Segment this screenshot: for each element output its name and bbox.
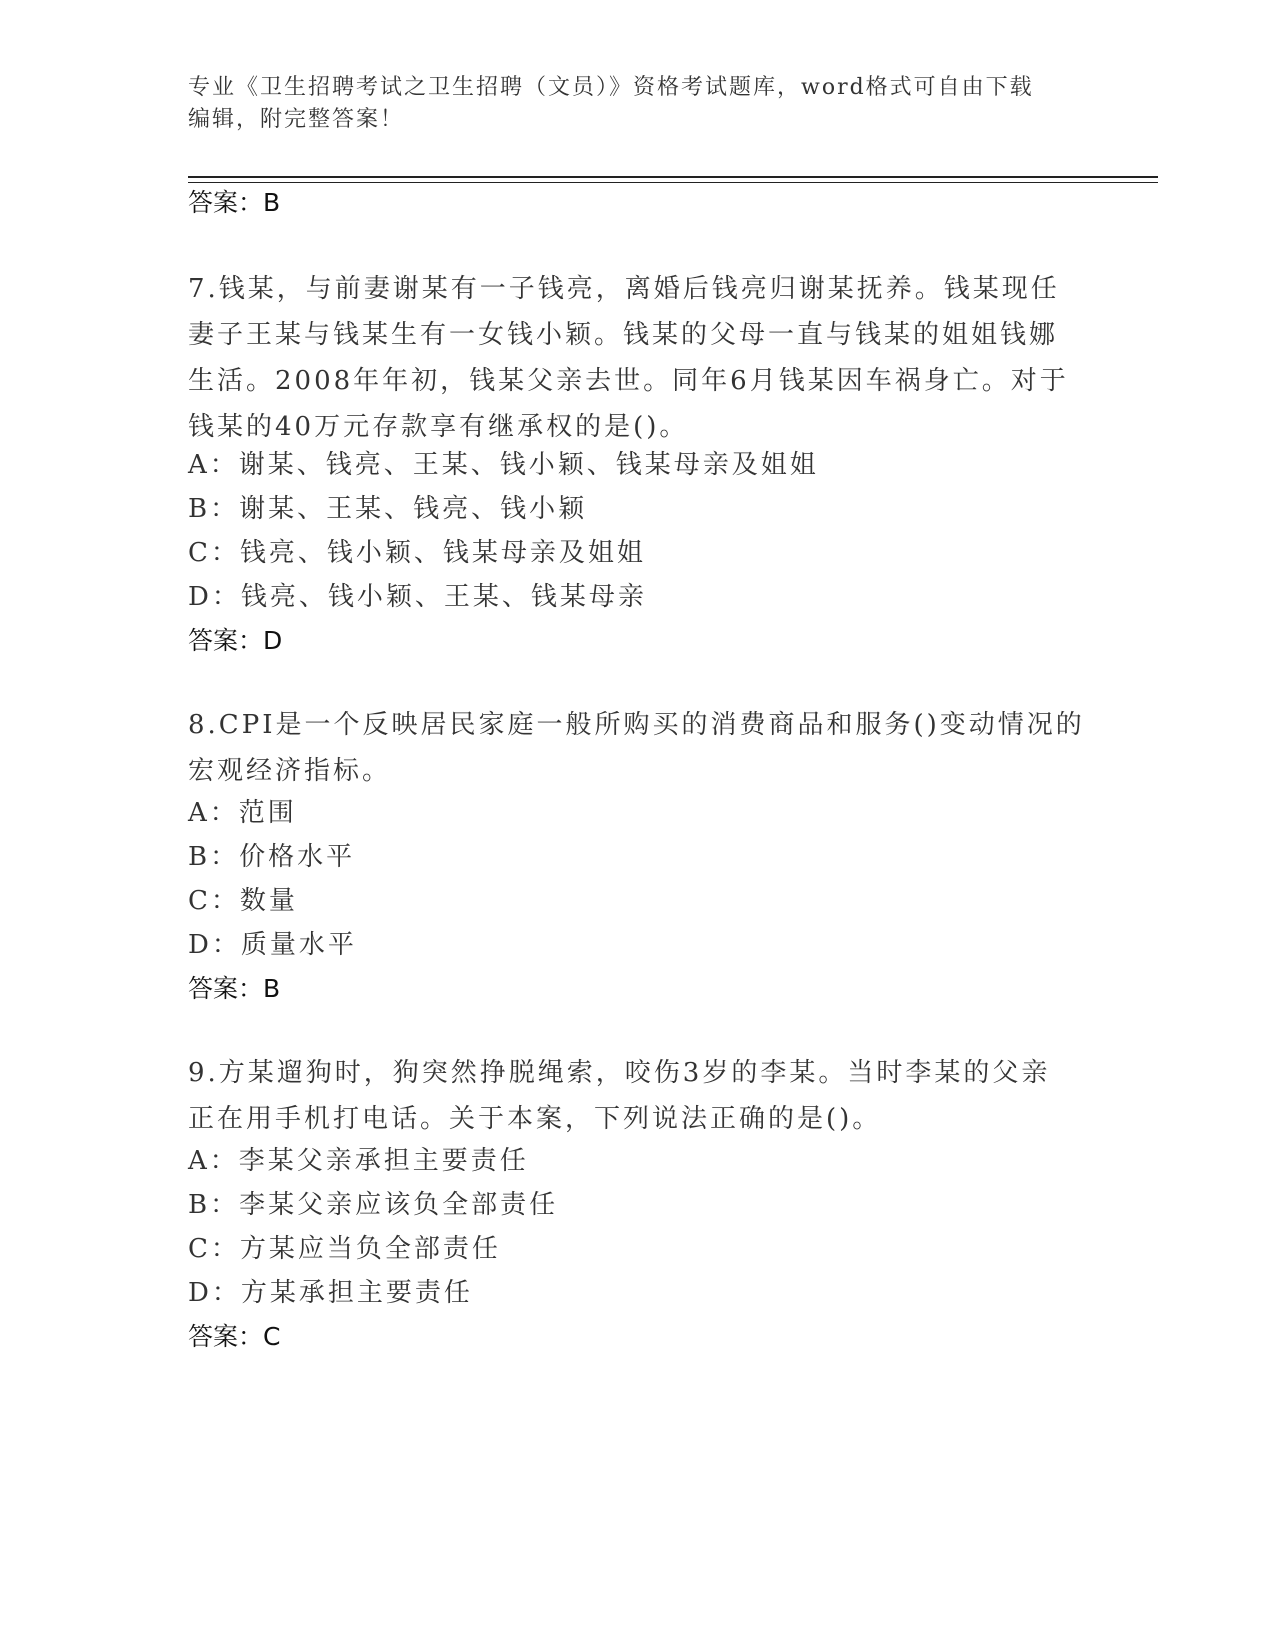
- question-line: 7.钱某，与前妻谢某有一子钱亮，离婚后钱亮归谢某抚养。钱某现任: [188, 274, 1060, 304]
- question-8-answer: 答案：B: [188, 974, 281, 1003]
- question-9-option-d: D：方某承担主要责任: [188, 1278, 473, 1308]
- header-line-1: 专业《卫生招聘考试之卫生招聘（文员）》资格考试题库，word格式可自由下载: [188, 75, 1034, 100]
- question-line: 9.方某遛狗时，狗突然挣脱绳索，咬伤3岁的李某。当时李某的父亲: [188, 1058, 1051, 1088]
- question-9-option-c: C：方某应当负全部责任: [188, 1234, 501, 1264]
- question-7-option-b: B：谢某、王某、钱亮、钱小颖: [188, 494, 588, 524]
- question-7-option-d: D：钱亮、钱小颖、王某、钱某母亲: [188, 582, 647, 612]
- question-9-option-b: B：李某父亲应该负全部责任: [188, 1190, 559, 1220]
- question-line: 钱某的40万元存款享有继承权的是()。: [188, 412, 689, 442]
- question-line: 宏观经济指标。: [188, 756, 392, 786]
- question-7-option-c: C：钱亮、钱小颖、钱某母亲及姐姐: [188, 538, 646, 568]
- question-line: 8.CPI是一个反映居民家庭一般所购买的消费商品和服务()变动情况的: [188, 710, 1085, 740]
- header-divider-thin: [188, 182, 1158, 183]
- question-line: 生活。2008年年初，钱某父亲去世。同年6月钱某因车祸身亡。对于: [188, 366, 1069, 396]
- question-9-answer: 答案：C: [188, 1322, 281, 1351]
- question-9-option-a: A：李某父亲承担主要责任: [188, 1146, 529, 1176]
- question-line: 妻子王某与钱某生有一女钱小颖。钱某的父母一直与钱某的姐姐钱娜: [188, 320, 1059, 350]
- previous-answer: 答案：B: [188, 188, 281, 217]
- question-8-option-c: C：数量: [188, 886, 298, 916]
- header-divider-thick: [188, 176, 1158, 178]
- question-7-answer: 答案：D: [188, 626, 283, 655]
- document-header: [188, 72, 1088, 136]
- question-7-option-a: A：谢某、钱亮、王某、钱小颖、钱某母亲及姐姐: [188, 450, 819, 480]
- question-line: 正在用手机打电话。关于本案，下列说法正确的是()。: [188, 1104, 882, 1134]
- question-8-option-a: A：范围: [188, 798, 297, 828]
- question-7-text: [188, 266, 1088, 450]
- header-line-2: 编辑，附完整答案！: [188, 107, 405, 132]
- question-8-option-d: D：质量水平: [188, 930, 357, 960]
- question-8-text: [188, 702, 1088, 794]
- question-9-text: [188, 1050, 1088, 1142]
- question-8-option-b: B：价格水平: [188, 842, 356, 872]
